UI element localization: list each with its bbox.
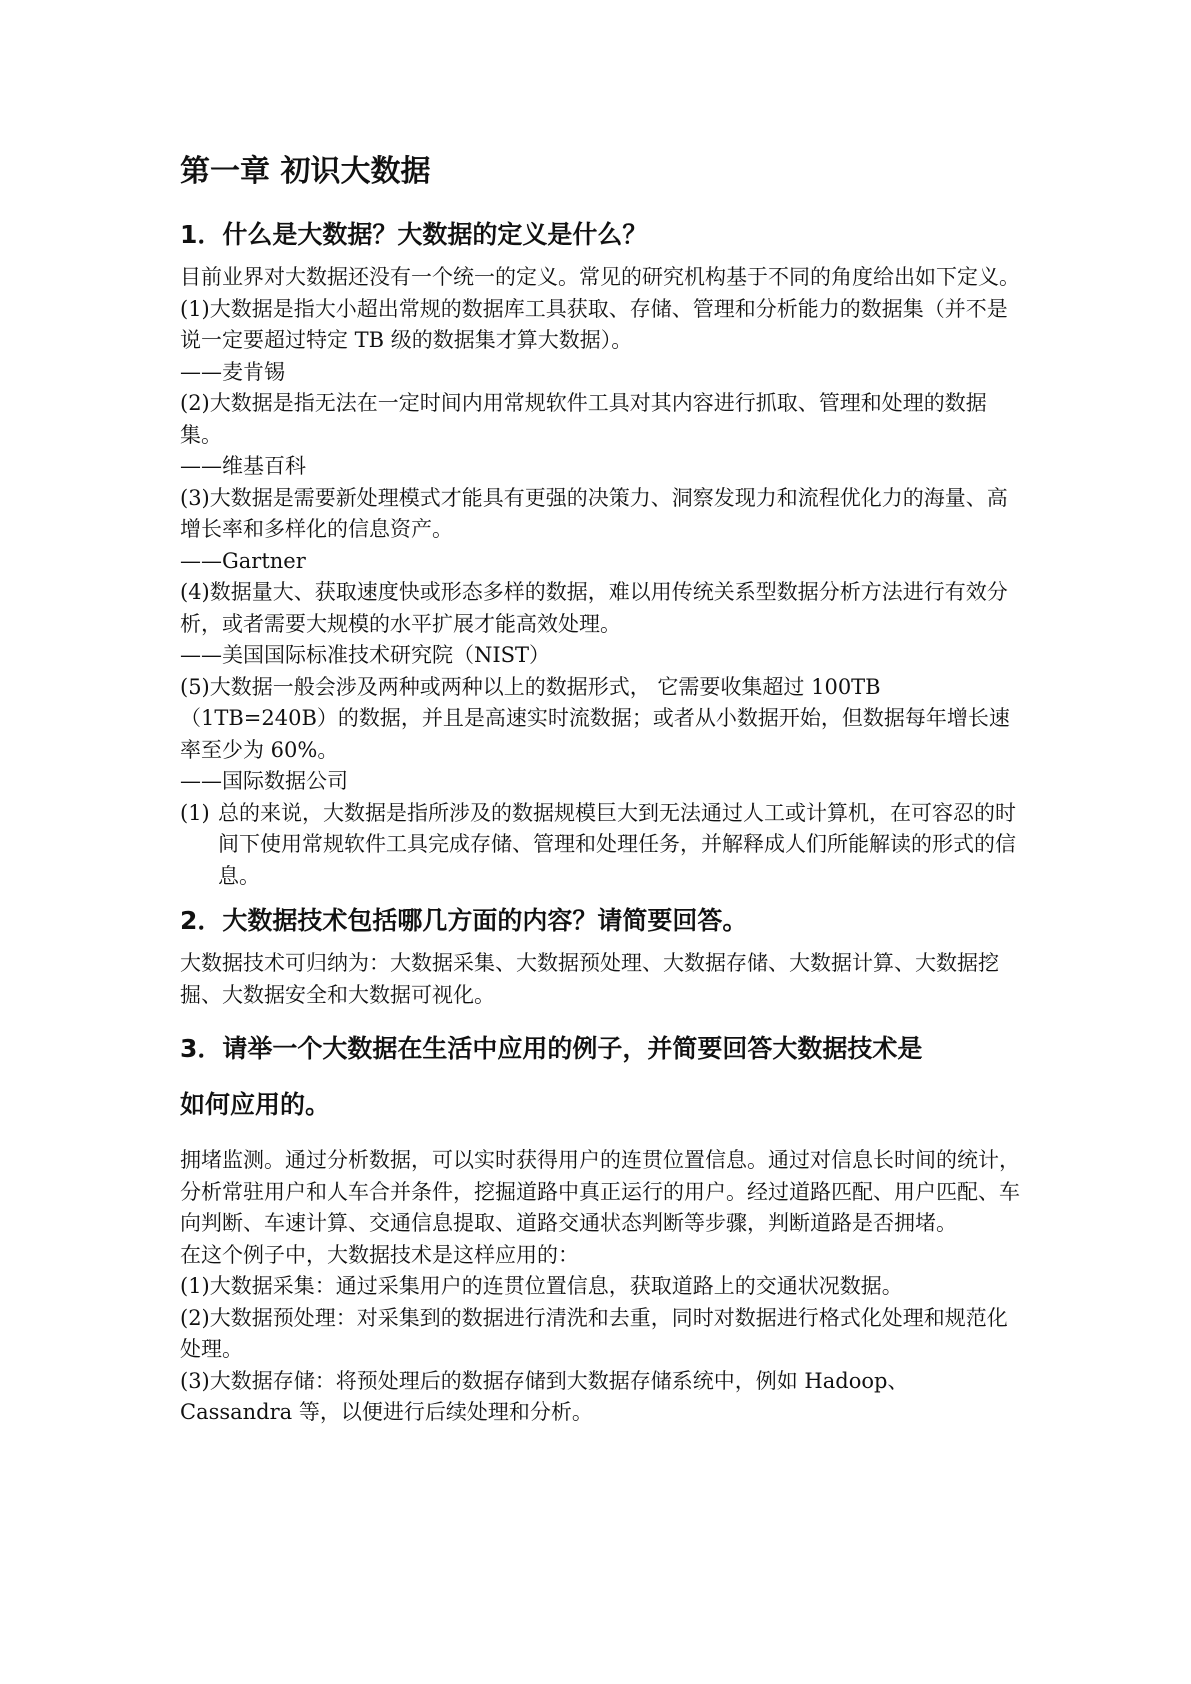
paragraph: 拥堵监测。通过分析数据，可以实时获得用户的连贯位置信息。通过对信息长时间的统计，分析常驻用户和人车合并条件，挖掘道路中真正运行的用户。经过道路匹配、用户匹配、车向判断、车速计算、交通信息提取、道路交通状态判断等步骤，判断道路是否拥堵。: [180, 1148, 1020, 1235]
paragraph: 在这个例子中，大数据技术是这样应用的：: [180, 1242, 579, 1267]
attribution: ——麦肯锡: [180, 359, 285, 384]
summary-text: 总的来说，大数据是指所涉及的数据规模巨大到无法通过人工或计算机，在可容忍的时间下使用常规软件工具完成存储、管理和处理任务，并解释成人们所能解读的形式的信息。: [218, 800, 1016, 888]
question-3-heading-line-2: 如何应用的。: [180, 1090, 331, 1119]
question-3-heading: [180, 1021, 1020, 1133]
paragraph: (3)大数据是需要新处理模式才能具有更强的决策力、洞察发现力和流程优化力的海量、高增长率和多样化的信息资产。: [180, 485, 1008, 541]
paragraph: (3)大数据存储：将预处理后的数据存储到大数据存储系统中，例如 Hadoop、Cassandra 等，以便进行后续处理和分析。: [180, 1368, 909, 1424]
attribution: ——美国国际标准技术研究院（NIST）: [180, 643, 551, 667]
paragraph: (2)大数据是指无法在一定时间内用常规软件工具对其内容进行抓取、管理和处理的数据集。: [180, 391, 987, 447]
summary-list-item: [180, 798, 1020, 893]
question-2-heading: 2．大数据技术包括哪几方面的内容？请简要回答。: [180, 906, 748, 935]
attribution: ——国际数据公司: [180, 769, 348, 793]
chapter-title: 第一章 初识大数据: [180, 154, 431, 189]
paragraph: (1)大数据采集：通过采集用户的连贯位置信息，获取道路上的交通状况数据。: [180, 1274, 903, 1298]
question-1-section: [180, 216, 1020, 892]
question-3-heading-line-1: 3．请举一个大数据在生活中应用的例子，并简要回答大数据技术是: [180, 1034, 923, 1063]
attribution: ——维基百科: [180, 454, 306, 478]
paragraph: 目前业界对大数据还没有一个统一的定义。常见的研究机构基于不同的角度给出如下定义。: [180, 265, 1020, 289]
attribution: ——Gartner: [180, 548, 306, 573]
question-2-section: [180, 902, 1020, 1011]
list-marker: (1): [180, 800, 210, 825]
question-3-section: [180, 1021, 1020, 1429]
document-content: [180, 150, 1020, 1439]
paragraph: 大数据技术可归纳为：大数据采集、大数据预处理、大数据存储、大数据计算、大数据挖掘、大数据安全和大数据可视化。: [180, 951, 999, 1007]
paragraph: (2)大数据预处理：对采集到的数据进行清洗和去重，同时对数据进行格式化处理和规范化处理。: [180, 1305, 1008, 1361]
question-1-heading: 1．什么是大数据？大数据的定义是什么？: [180, 220, 648, 249]
paragraph: (4)数据量大、获取速度快或形态多样的数据，难以用传统关系型数据分析方法进行有效分析，或者需要大规模的水平扩展才能高效处理。: [180, 580, 1008, 636]
paragraph: (1)大数据是指大小超出常规的数据库工具获取、存储、管理和分析能力的数据集（并不是说一定要超过特定 TB 级的数据集才算大数据）。: [180, 296, 1008, 352]
paragraph: (5)大数据一般会涉及两种或两种以上的数据形式， 它需要收集超过 100TB（1TB=240B）的数据，并且是高速实时流数据；或者从小数据开始，但数据每年增长速率至少为 60%。: [180, 674, 1010, 762]
